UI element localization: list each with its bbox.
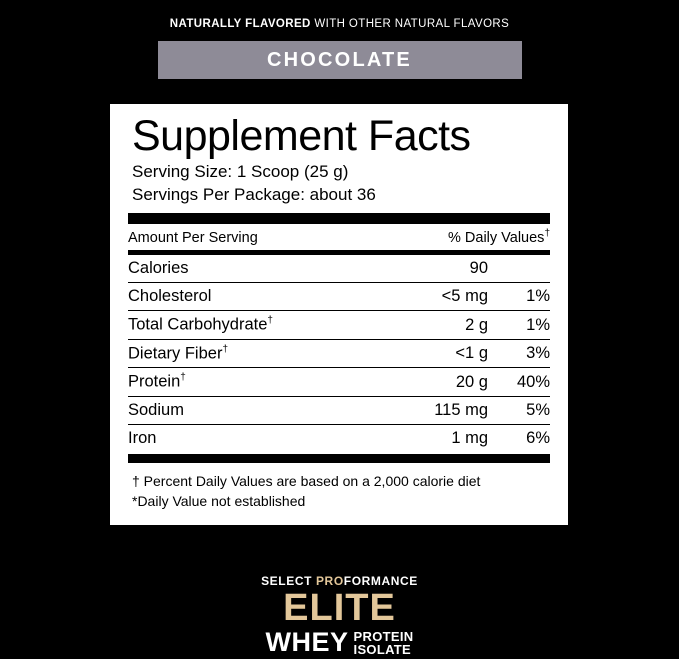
servings-per-package: Servings Per Package: about 36 [132,184,376,204]
row-name: Protein† [128,368,391,397]
flavor-banner [0,0,679,79]
row-name: Sodium [128,396,391,424]
row-amount: <5 mg [391,283,488,311]
row-name: Calories [128,255,391,283]
row-amount: 20 g [391,368,488,397]
flavor-chip-label: CHOCOLATE [267,48,412,71]
row-dv: 1% [488,283,550,311]
table-row [128,283,550,311]
serving-size: Serving Size: 1 Scoop (25 g) [132,162,349,182]
row-name: Cholesterol [128,283,391,311]
row-dv: 5% [488,396,550,424]
brand-isolate: ISOLATE [353,641,412,657]
row-amount: 2 g [391,311,488,340]
brand-whey-line [0,629,679,656]
row-name: Iron [128,428,157,447]
row-dv: 40% [488,368,550,397]
nutrition-rows [128,255,550,452]
row-dv [488,255,550,283]
row-name: Total Carbohydrate† [128,311,391,340]
row-name: Dietary Fiber† [128,339,391,368]
flavor-chip [158,41,522,79]
row-amount: 1 mg [451,428,488,447]
brand-whey: WHEY [265,627,349,657]
flavor-note-bold: NATURALLY FLAVORED [169,18,311,30]
table-row [128,396,550,424]
footnotes [128,463,550,512]
panel-title: Supplement Facts [132,112,471,160]
brand-select-proformance: SELECT PROFORMANCE [261,574,418,588]
table-row [128,339,550,368]
brand-elite: ELITE [283,587,396,629]
table-header-row [128,224,550,250]
brand-logo [0,574,679,656]
row-amount: <1 g [391,339,488,368]
header-daily-values: % Daily Values† [448,224,550,250]
row-dv: 1% [488,311,550,340]
divider-thick-bottom [128,454,550,463]
table-row [128,424,550,452]
footnote-daily-values: † Percent Daily Values are based on a 2,000 calorie diet [132,472,481,489]
header-amount-per-serving: Amount Per Serving [128,224,448,250]
row-dv: 6% [526,428,550,447]
supplement-facts-panel [110,104,568,525]
flavor-note-rest: WITH OTHER NATURAL FLAVORS [310,18,510,30]
nutrition-table [128,224,550,251]
row-amount: 115 mg [391,396,488,424]
flavor-note [0,18,679,30]
table-row [128,311,550,340]
brand-protein-isolate [354,630,414,656]
brand-protein: PROTEIN [353,628,414,644]
table-row [128,368,550,397]
table-row [128,255,550,283]
divider-thick-top [128,213,550,224]
row-amount: 90 [391,255,488,283]
footnote-not-established: *Daily Value not established [132,492,306,509]
row-dv: 3% [488,339,550,368]
